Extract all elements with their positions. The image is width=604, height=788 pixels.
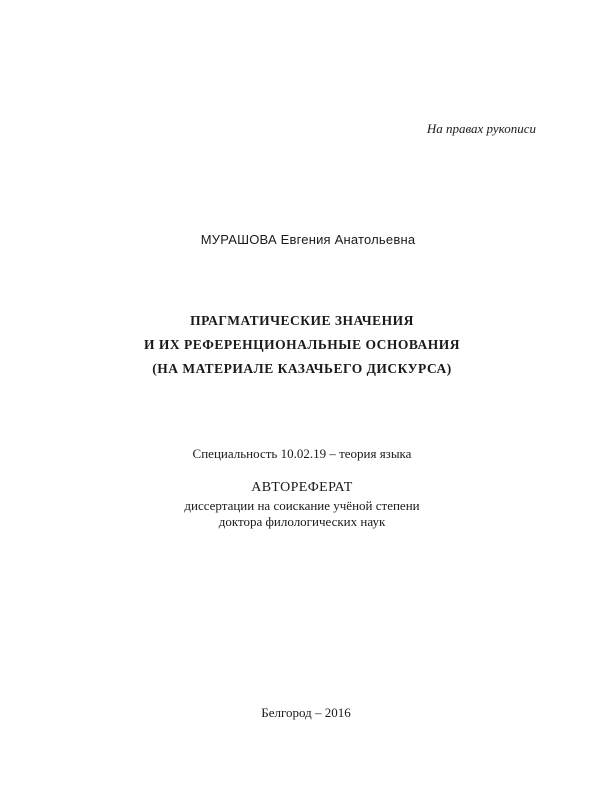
- rights-note: На правах рукописи: [426, 121, 536, 136]
- author-name: МУРАШОВА Евгения Анатольевна: [200, 232, 416, 247]
- city-year: Белгород – 2016: [261, 705, 351, 720]
- title-line-2: И ИХ РЕФЕРЕНЦИОНАЛЬНЫЕ ОСНОВАНИЯ: [143, 337, 461, 352]
- degree-line-2: доктора филологических наук: [218, 514, 386, 529]
- degree-line-1: диссертации на соискание учёной степени: [184, 498, 420, 513]
- title-line-1: ПРАГМАТИЧЕСКИЕ ЗНАЧЕНИЯ: [190, 313, 414, 328]
- work-type: АВТОРЕФЕРАТ: [251, 480, 353, 495]
- specialty: Специальность 10.02.19 – теория языка: [192, 446, 412, 461]
- title-line-3: (НА МАТЕРИАЛЕ КАЗАЧЬЕГО ДИСКУРСА): [152, 361, 452, 376]
